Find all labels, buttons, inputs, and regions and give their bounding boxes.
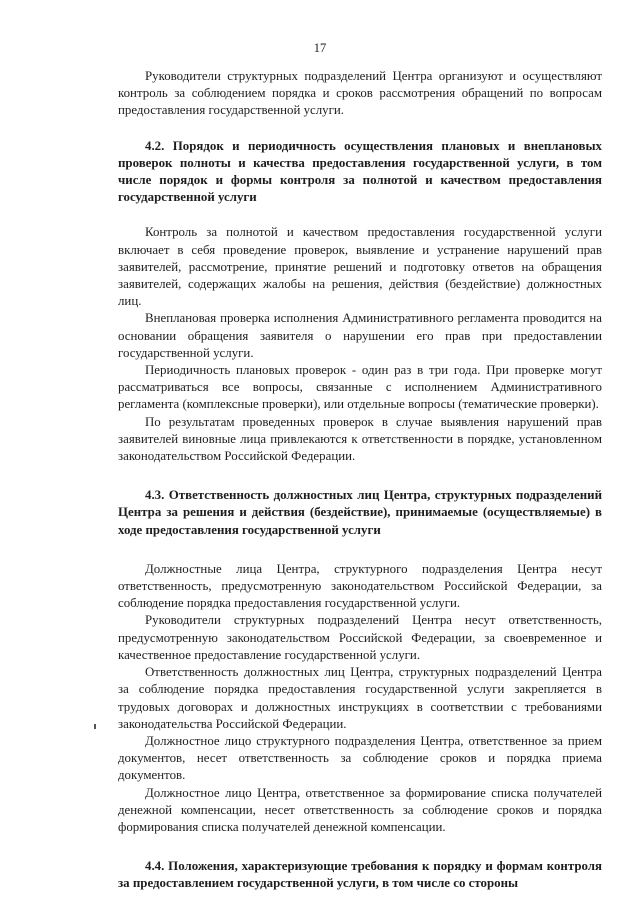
scan-artifact-mark [94, 724, 96, 729]
paragraph: Контроль за полнотой и качеством предоставления государственной услуги включает в себя проведение проверок, выявление и устранение нарушений прав заявителей, рассмотрение, принятие решений и подготовку ответов на обращения заявителей, содержащих жалобы на решения, действия (бездействие) должностных лиц. [118, 225, 602, 309]
paragraph: Должностное лицо структурного подразделения Центра, ответственное за прием документов, несет ответственность за соблюдение сроков и порядка приема документов. [118, 733, 602, 783]
page-number: 17 [313, 41, 327, 55]
paragraph: Ответственность должностных лиц Центра, структурных подразделений Центра за соблюдение порядка предоставления государственной услуги закрепляется в трудовых договорах и должностных инструкциях в соответствии с требованиями законодательства Российской Федерации. [118, 665, 602, 731]
section-heading-4-4: 4.4. Положения, характеризующие требования к порядку и формам контроля за предоставлением государственной услуги, в том числе со стороны [118, 859, 602, 891]
paragraph: Внеплановая проверка исполнения Административного регламента проводится на основании обращения заявителя о нарушении его прав при предоставлении государственной услуги. [118, 311, 602, 360]
document-body [118, 68, 602, 893]
paragraph: Должностные лица Центра, структурного подразделения Центра несут ответственность, предусмотренную законодательством Российской Федерации, за соблюдение порядка предоставления государственной услуги. [118, 561, 602, 611]
paragraph: Руководители структурных подразделений Центра организуют и осуществляют контроль за соблюдением порядка и сроков рассмотрения обращений по вопросам предоставления государственной услуги. [118, 69, 602, 118]
paragraph: Руководители структурных подразделений Центра несут ответственность, предусмотренную законодательством Российской Федерации, за своевременное и качественное предоставление государственной услуги. [118, 613, 602, 662]
paragraph: Периодичность плановых проверок - один раз в три года. При проверке могут рассматриваться все вопросы, связанные с исполнением Административного регламента (комплексные проверки), или отдельные вопросы (тематические проверки). [118, 363, 602, 412]
paragraph: По результатам проведенных проверок в случае выявления нарушений прав заявителей виновные лица привлекаются к ответственности в порядке, установленном законодательством Российской Федерации. [118, 414, 602, 464]
section-heading-4-3: 4.3. Ответственность должностных лиц Центра, структурных подразделений Центра за решения и действия (бездействие), принимаемые (осуществляемые) в ходе предоставления государственной услуги [118, 488, 602, 537]
section-heading-4-2: 4.2. Порядок и периодичность осуществления плановых и внеплановых проверок полноты и качества предоставления государственной услуги, в том числе порядок и формы контроля за полнотой и качеством предоставления государственной услуги [118, 138, 602, 205]
paragraph: Должностное лицо Центра, ответственное за формирование списка получателей денежной компенсации, несет ответственность за соблюдение сроков и порядка формирования списка получателей денежной компенсации. [118, 785, 602, 834]
